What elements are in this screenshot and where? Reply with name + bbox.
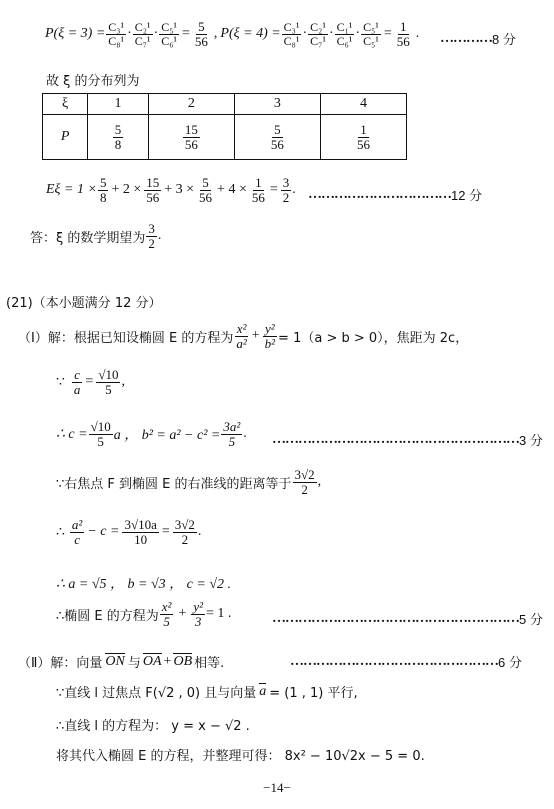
therefore-ac-line: ∴ $\frac{\text{a²}}{c}$ − c = $\frac{3√10a}{10}$ = $\frac{3√2}{2}$ . xyxy=(56,517,202,547)
distribution-table xyxy=(42,93,407,160)
values-line: ∴ a = √5 ， b = √3 ， c = √2 . xyxy=(56,577,232,592)
score-6: ………………………………………… 6 分 xyxy=(290,653,522,670)
fraction: $\frac{5}{8}$ xyxy=(99,175,107,205)
table-cell: 3 xyxy=(234,94,320,115)
prob-line: P(ξ = 3) = $\frac{\text{C₃¹}}{\text{C₈¹}}$ · $\frac{\text{C₂¹}}{\text{C₇¹}}$ · $\frac{\text{C₅¹}}{\text{C₆¹}}$ = $\frac{5}{56}$ , P(ξ = 4) = $\frac{\text{C₃¹}}{\text{C₈¹}}$ · $\frac{\text{C₂¹}}{\text{C₇¹}}$ · $\frac{\text{C₁¹}}{\text{C₆¹}}$ · $\frac{\text{C₅¹}}{\text{C₅¹}}$ = $\frac{1}{56}$ . xyxy=(45,19,420,49)
line-equation: ∴直线 l 的方程为： y = x − √2 . xyxy=(56,719,250,734)
fraction: $\frac{\text{3a²}}{5}$ xyxy=(223,419,241,449)
score-8: ………… 8 分 xyxy=(440,30,516,47)
fraction: $\frac{1}{56}$ xyxy=(251,175,265,205)
fraction: $\frac{1}{56}$ xyxy=(396,19,410,49)
table-cell: 1 xyxy=(88,94,149,115)
table-cell: ξ xyxy=(43,94,88,115)
answer-line: 答：ξ 的数学期望为 $\frac{3}{2}$ . xyxy=(30,221,162,251)
focus-distance-line: ∵右焦点 F 到椭圆 E 的右准线的距离等于 $\frac{3√2}{2}$ , xyxy=(56,467,322,497)
expectation-line: Eξ = 1 × $\frac{5}{8}$ + 2 × $\frac{15}{56}$ + 3 × $\frac{5}{56}$ + 4 × $\frac{1}{56}$ = $\frac{3}{2}$ . xyxy=(46,175,296,205)
line-l-line: ∵直线 l 过焦点 F(√2 , 0) 且与向量 a = (1 , 1) 平行, xyxy=(56,684,358,701)
table-cell: $\frac{5}{56}$ xyxy=(234,115,320,160)
part2-line: （Ⅱ）解：向量 ON 与 OA + OB 相等. xyxy=(18,653,225,671)
table-cell: P xyxy=(43,115,88,160)
fraction: $\frac{\text{a²}}{c}$ xyxy=(71,517,83,547)
fraction: $\frac{3}{2}$ xyxy=(282,175,290,205)
fraction: $\frac{5}{56}$ xyxy=(199,175,213,205)
fraction: $\frac{5}{56}$ xyxy=(194,19,208,49)
fraction: $\frac{\text{x²}}{\text{a²}}$ xyxy=(236,321,247,351)
fraction: $\frac{√10}{5}$ xyxy=(90,419,111,449)
therefore-c-line: ∴ c = $\frac{√10}{5}$ a ， b² = a² − c² = $\frac{\text{3a²}}{5}$ . xyxy=(56,419,247,449)
fraction: $\frac{\text{C₃¹}}{\text{C₈¹}}$ xyxy=(283,20,300,48)
fraction: $\frac{\text{C₃¹}}{\text{C₈¹}}$ xyxy=(108,20,125,48)
score-12: …………………………… 12 分 xyxy=(308,186,483,203)
fraction: $\frac{\text{C₂¹}}{\text{C₇¹}}$ xyxy=(134,20,151,48)
fraction: $\frac{\text{C₂¹}}{\text{C₇¹}}$ xyxy=(310,20,326,48)
question-21-title: (21)（本小题满分 12 分） xyxy=(6,296,162,311)
fraction: $\frac{√10}{5}$ xyxy=(98,367,119,397)
part1-line: （Ⅰ）解：根据已知设椭圆 E 的方程为 $\frac{\text{x²}}{\text{a²}}$ + $\frac{\text{y²}}{\text{b²}}$ = 1（a > b > 0），焦距为 2c， xyxy=(18,321,469,351)
fraction: $\frac{\text{C₅¹}}{\text{C₅¹}}$ xyxy=(363,20,379,48)
table-cell: 2 xyxy=(148,94,234,115)
table-row xyxy=(43,115,407,160)
fraction: $\frac{\text{x²}}{5}$ xyxy=(161,599,172,629)
fraction: $\frac{3√2}{2}$ xyxy=(174,517,195,547)
ellipse-equation-line: ∴椭圆 E 的方程为 $\frac{\text{x²}}{5}$ + $\frac{\text{y²}}{3}$ = 1 . xyxy=(56,599,232,629)
fraction: $\frac{c}{a}$ xyxy=(73,367,81,397)
p3-lhs: P(ξ = 3) = xyxy=(45,26,106,42)
fraction: $\frac{\text{C₅¹}}{\text{C₆¹}}$ xyxy=(161,20,177,48)
table-cell: $\frac{15}{56}$ xyxy=(148,115,234,160)
dist-intro: 故 ξ 的分布列为 xyxy=(46,74,140,89)
table-cell: $\frac{1}{56}$ xyxy=(320,115,406,160)
substitute-line: 将其代入椭圆 E 的方程，并整理可得： 8x² − 10√2x − 5 = 0. xyxy=(56,749,425,764)
fraction: $\frac{\text{C₁¹}}{\text{C₆¹}}$ xyxy=(336,20,353,48)
page-number: −14− xyxy=(263,780,291,795)
table-cell: $\frac{5}{8}$ xyxy=(88,115,149,160)
score-3: ………………………………………………… 3 分 xyxy=(272,431,543,448)
because-ratio-line: ∵ $\frac{c}{a}$ = $\frac{√10}{5}$ , xyxy=(56,367,125,397)
fraction: $\frac{3√10a}{10}$ xyxy=(124,517,157,547)
fraction: $\frac{3}{2}$ xyxy=(148,221,155,251)
score-5: ………………………………………………… 5 分 xyxy=(272,610,543,627)
fraction: $\frac{15}{56}$ xyxy=(146,175,160,205)
p4-lhs: P(ξ = 4) = xyxy=(220,26,281,42)
fraction: $\frac{3√2}{2}$ xyxy=(294,467,315,497)
fraction: $\frac{\text{y²}}{3}$ xyxy=(193,599,203,629)
fraction: $\frac{\text{y²}}{\text{b²}}$ xyxy=(264,321,276,351)
table-cell: 4 xyxy=(320,94,406,115)
table-header-row xyxy=(43,94,407,115)
